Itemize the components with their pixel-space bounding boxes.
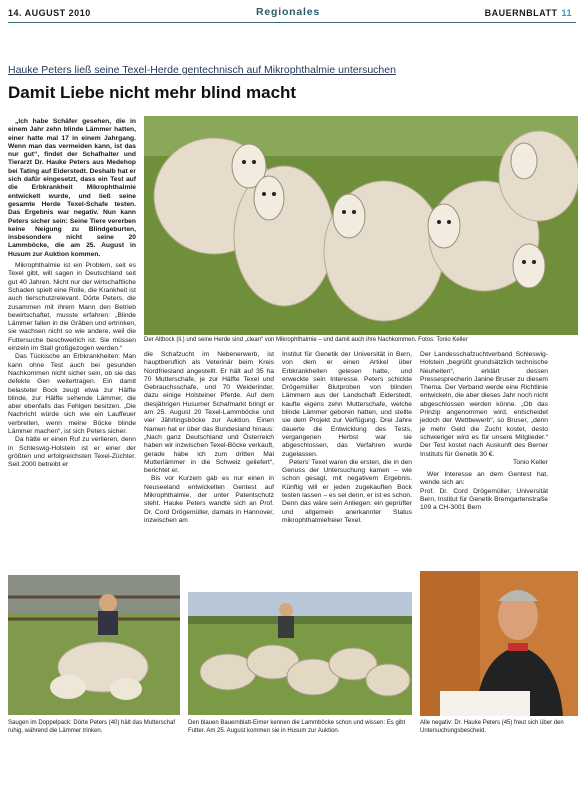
article-column-3	[282, 351, 412, 525]
body-paragraph: die Schafzucht im Nebenerwerb, ist hauptberuflich als Veterinär beim Kreis Nordfriesland angestellt. Er hält auf 35 ha 70 Mutterschafe, je zur Hälfte Texel und Gebrauchsschafe, und 70 Weiderinder, dazu einige Holsteiner Pferde. Auf dem diesjährigen Husumer Schafmarkt bringt er am 25. August 20 Texel-Lammböcke und vier Jährlingsböcke zur Auktion. Einen Namen hat er über das Bundesland hinaus: „Nach ganz Deutschland und Österreich haben wir inzwischen Texel-Böcke verkauft, gerade habe ich zum dritten Mal Mutterlämmer in die Schweiz geliefert“, berichtet er.	[144, 351, 274, 475]
page-header	[8, 6, 576, 22]
section-title: Regionales	[256, 6, 321, 18]
body-paragraph: Bis vor Kurzem gab es nur einen in Neuseeland entwickelten Gentest auf Mikrophthalmie, der unter Patentschutz steht. Hauke Peters wandte sich an Prof. Dr. Cord Drögemüller, damals in Hannover, inzwischen am	[144, 475, 274, 524]
header-rule	[8, 22, 576, 23]
main-photo-sheep-flock	[144, 116, 578, 335]
caption-middle: Den blauen Bauernblatt-Eimer kennen die Lammböcke schon und wissen: Es gibt Futter. Am 25. August kommen sie in Husum zur Auktion.	[188, 720, 406, 734]
body-paragraph: Das Tückische an Erbkrankheiten: Man kann ohne Test auch bei gesunden Nachkommen nicht sicher sein, ob sie das defekte Gen weitertragen. Ein damit belasteter Bock zeugt etwa zur Hälfte blinde, zur Hälfte sehende Lämmer, die aber ebenfalls das Fehlgen besitzen. „Die Nachricht würde sich wie ein Lauffeuer verbreiten, wenn meine Böcke blinde Lämmer machen“, ist sich Peters sicher.	[8, 353, 136, 435]
body-paragraph: Da hätte er einen Ruf zu verlieren, denn in Schleswig-Holstein ist er einer der größten und erfolgreichsten Texel-Züchter. Seit 2000 betreibt er	[8, 436, 136, 469]
body-paragraph: Wer Interesse an dem Gentest hat, wende sich an:	[420, 471, 548, 487]
caption-left: Saugen im Doppelpack: Dörte Peters (40) hält das Mutterschaf ruhig, während die Lämmer trinken.	[8, 720, 176, 734]
photo-ewe-nursing-lambs	[8, 575, 180, 715]
article-column-2	[144, 351, 274, 525]
body-paragraph: Der Landesschafzuchtverband Schleswig-Holstein „begrüßt grundsätzlich technische Neuheiten“, erklärt dessen Pressesprecherin Janine Bruser zu diesem Thema. Der Verband werde eine Richtlinie entwickeln, die aber dieses Jahr noch nicht abgeschlossen werden könne. „Ob das Prinzip angenommen wird, entscheidet jedoch der Wettbewerb“, so Bruser, „denn je mehr Geld die Zucht kostet, desto schwieriger wird es für unsere Mitglieder.“ Der Test kostet nach Auskunft des Berner Instituts für Genetik 30 €.	[420, 351, 548, 458]
publication-name	[485, 8, 572, 18]
page-number: 11	[561, 8, 572, 18]
body-paragraph: Peters' Texel waren die ersten, die in den Genuss der Untersuchung kamen – wie schon gesagt, mit negativem Ergebnis. Künftig will er jeden zugekauften Bock testen lassen – es sei denn, er ist es schon. Denn das wäre sein Anliegen: ein geprüfter und allgemein anerkannter Status mikrophthalmiefreier Texel.	[282, 458, 412, 524]
main-photo-caption: Der Altbock (li.) und seine Herde sind „clean“ von Mikrophthalmie – und damit auch ihre Nachkommen. Fotos: Tonio Keller	[144, 337, 468, 343]
caption-right: Alle negativ: Dr. Hauke Peters (45) freut sich über den Untersuchungsbescheid.	[420, 720, 564, 734]
article-column-4	[420, 351, 548, 513]
lead-paragraph: „Ich habe Schäfer gesehen, die in einem Jahr zehn blinde Lämmer hatten, einer hatte mal 17 in einem Jahrgang. Wenn man das vermeiden kann, ist das nur gut“, findet der Schafhalter und Tierarzt Dr. Hauke Peters aus Medehop bei Tating auf Eiderstedt. Deshalb hat er sich dafür eingesetzt, dass ein Test auf die Erbkrankheit Mikrophthalmie entwickelt wurde, und ließ seine gesamte Herde Texel-Schafe testen. Das Ergebnis war negativ. Nun kann Peters sicher sein: Seine Tiere vererben keine Neigung zu Blindgeburten, insbesondere nicht seine 20 Lammböcke, die am 25. August in Husum zur Auktion kommen.	[8, 118, 136, 258]
photo-rams-bucket	[188, 592, 412, 715]
publication-title: BAUERNBLATT	[484, 8, 558, 18]
issue-date: 14. AUGUST 2010	[8, 8, 91, 18]
article-column-1	[8, 118, 136, 469]
author-signature: Tonio Keller	[513, 458, 548, 466]
article-headline: Damit Liebe nicht mehr blind macht	[8, 83, 297, 102]
photo-hauke-peters	[420, 571, 578, 716]
body-paragraph: Institut für Genetik der Universität in Bern, von dem er einen Artikel über Erbkrankheiten gelesen hatte, und erweckte sein Interesse. Peters schickte Drögemüller Blutproben von blinden Lämmern aus der Landschaft Eiderstedt, kaufte eigens zehn Mutterschafe, welche blinde Lämmer geboren hatten, und stellte sie dem Projekt zur Verfügung. Drei Jahre dauerte die Entwicklung des Tests, vergangenen Herbst war sie abgeschlossen, das Verfahren wurde zugelassen.	[282, 351, 412, 458]
contact-address: Prof. Dr. Cord Drögemüller, Universität Bern, Institut für Genetik Bremgartenstraße 109 a CH-3001 Bern	[420, 487, 548, 512]
article-kicker: Hauke Peters ließ seine Texel-Herde gentechnisch auf Mikrophthalmie untersuchen	[8, 64, 396, 76]
body-paragraph: Mikrophthalmie ist ein Problem, seit es Texel gibt, will sagen in Deutschland seit gut 40 Jahren. Nicht nur der wirtschaftliche Schaden spielt eine Rolle, die Krankheit ist auch tierschutzrelevant. Dörte Peters, die zusammen mit ihrem Mann den Betrieb bewirtschaftet, musste erfahren: „Blinde Lämmer fallen in die Gräben und ertrinken, sie wachsen nicht so wie andere, weil die Futtersuche beschwerlich ist. Sie müssen einzeln im Stall großgezogen werden.“	[8, 262, 136, 353]
